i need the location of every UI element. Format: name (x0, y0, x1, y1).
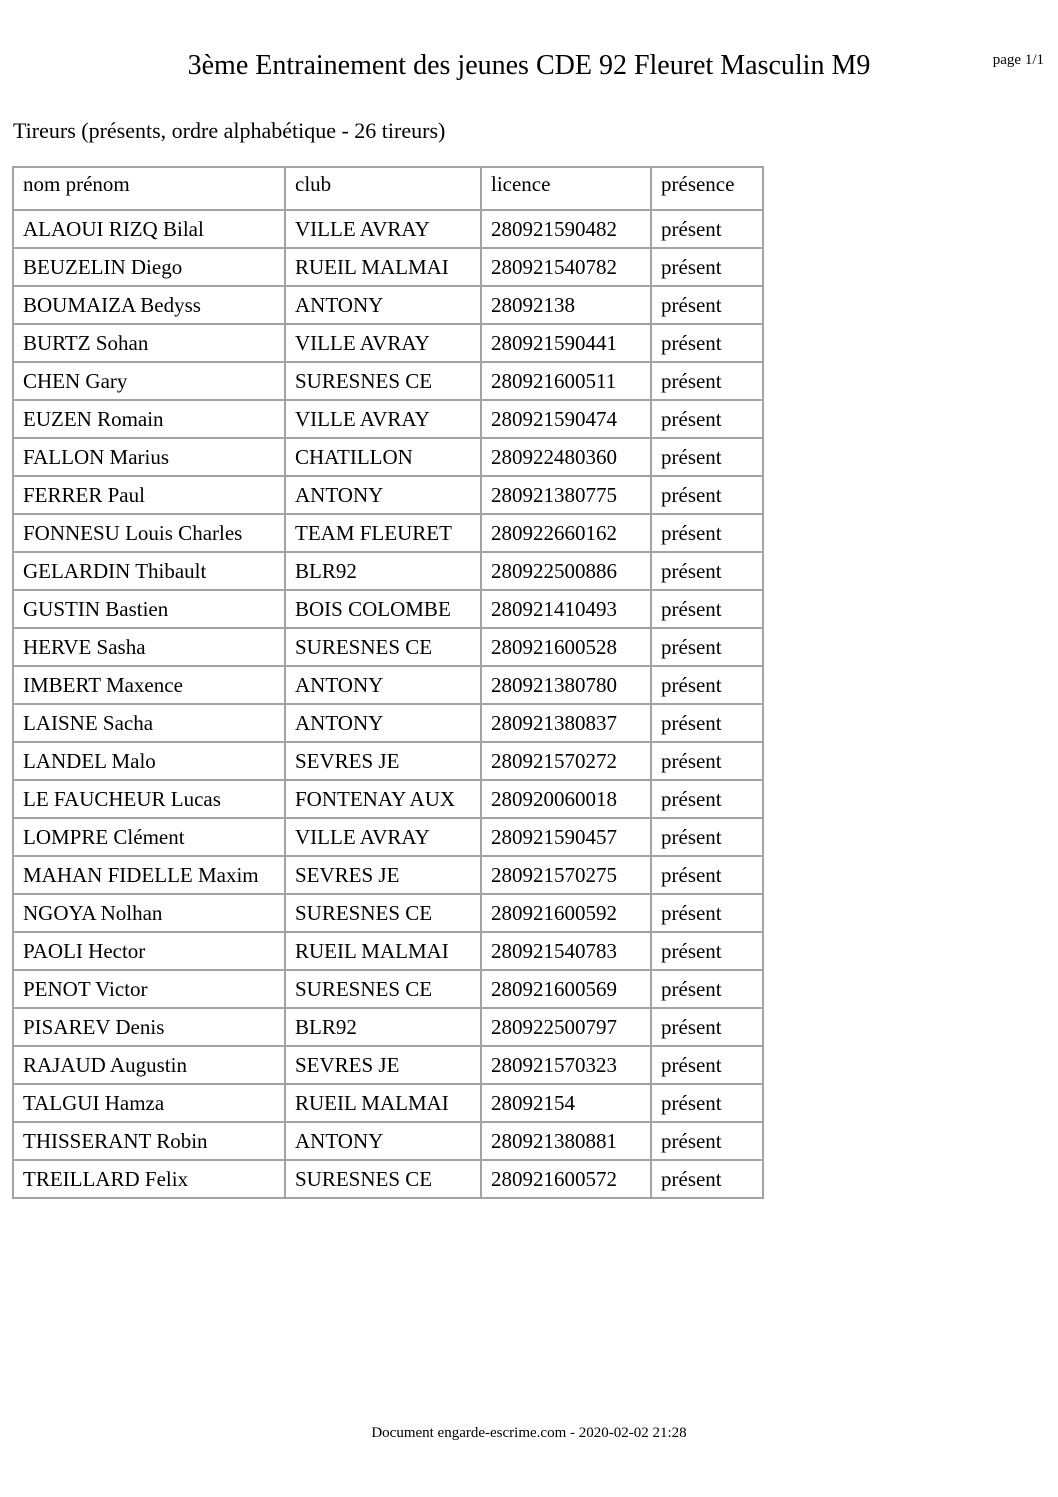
cell-club: CHATILLON (285, 438, 481, 476)
cell-presence: présent (651, 1008, 763, 1046)
fencers-table (12, 166, 764, 1199)
table-row (13, 970, 763, 1008)
table-row (13, 628, 763, 666)
cell-licence: 28092138 (481, 286, 651, 324)
cell-licence: 280921570272 (481, 742, 651, 780)
cell-presence: présent (651, 248, 763, 286)
column-header-presence: présence (651, 167, 763, 210)
cell-licence: 280921600592 (481, 894, 651, 932)
table-row (13, 210, 763, 248)
cell-club: ANTONY (285, 1122, 481, 1160)
table-row (13, 1046, 763, 1084)
cell-name: LOMPRE Clément (13, 818, 285, 856)
table-row (13, 856, 763, 894)
cell-name: MAHAN FIDELLE Maxim (13, 856, 285, 894)
cell-name: BOUMAIZA Bedyss (13, 286, 285, 324)
cell-presence: présent (651, 324, 763, 362)
table-row (13, 476, 763, 514)
cell-name: GUSTIN Bastien (13, 590, 285, 628)
table-row (13, 590, 763, 628)
cell-club: RUEIL MALMAI (285, 1084, 481, 1122)
cell-name: LANDEL Malo (13, 742, 285, 780)
cell-licence: 280921380780 (481, 666, 651, 704)
table-row (13, 1122, 763, 1160)
cell-name: PENOT Victor (13, 970, 285, 1008)
cell-presence: présent (651, 856, 763, 894)
page-number: page 1/1 (992, 52, 1044, 68)
cell-presence: présent (651, 362, 763, 400)
table-row (13, 552, 763, 590)
cell-presence: présent (651, 894, 763, 932)
cell-licence: 280921540782 (481, 248, 651, 286)
column-header-licence: licence (481, 167, 651, 210)
footer-text: Document engarde-escrime.com - 2020-02-02 21:28 (371, 1425, 687, 1441)
cell-name: IMBERT Maxence (13, 666, 285, 704)
table-body (13, 210, 763, 1198)
cell-club: RUEIL MALMAI (285, 248, 481, 286)
table-row (13, 894, 763, 932)
cell-club: ANTONY (285, 704, 481, 742)
cell-name: FONNESU Louis Charles (13, 514, 285, 552)
cell-presence: présent (651, 932, 763, 970)
cell-name: FERRER Paul (13, 476, 285, 514)
cell-club: ANTONY (285, 286, 481, 324)
cell-name: GELARDIN Thibault (13, 552, 285, 590)
cell-club: BOIS COLOMBE (285, 590, 481, 628)
cell-club: FONTENAY AUX (285, 780, 481, 818)
table-row (13, 286, 763, 324)
cell-licence: 280922480360 (481, 438, 651, 476)
cell-presence: présent (651, 552, 763, 590)
cell-club: RUEIL MALMAI (285, 932, 481, 970)
cell-name: ALAOUI RIZQ Bilal (13, 210, 285, 248)
cell-presence: présent (651, 590, 763, 628)
cell-presence: présent (651, 742, 763, 780)
table-row (13, 400, 763, 438)
table-row (13, 362, 763, 400)
cell-licence: 280922500797 (481, 1008, 651, 1046)
cell-club: ANTONY (285, 476, 481, 514)
table-row (13, 1008, 763, 1046)
cell-licence: 280921380775 (481, 476, 651, 514)
cell-name: NGOYA Nolhan (13, 894, 285, 932)
cell-licence: 280921600511 (481, 362, 651, 400)
cell-club: SEVRES JE (285, 856, 481, 894)
cell-licence: 280921410493 (481, 590, 651, 628)
cell-licence: 280921590457 (481, 818, 651, 856)
column-header-name: nom prénom (13, 167, 285, 210)
cell-club: VILLE AVRAY (285, 324, 481, 362)
page-title: 3ème Entrainement des jeunes CDE 92 Fleuret Masculin M9 (187, 50, 871, 81)
cell-licence: 28092154 (481, 1084, 651, 1122)
cell-licence: 280921540783 (481, 932, 651, 970)
cell-name: RAJAUD Augustin (13, 1046, 285, 1084)
cell-club: TEAM FLEURET (285, 514, 481, 552)
cell-licence: 280920060018 (481, 780, 651, 818)
table-row (13, 438, 763, 476)
cell-name: TREILLARD Felix (13, 1160, 285, 1198)
cell-licence: 280921590474 (481, 400, 651, 438)
cell-presence: présent (651, 1046, 763, 1084)
table-header (13, 167, 763, 210)
cell-licence: 280921590482 (481, 210, 651, 248)
cell-presence: présent (651, 476, 763, 514)
cell-presence: présent (651, 780, 763, 818)
cell-name: PISAREV Denis (13, 1008, 285, 1046)
table-row (13, 818, 763, 856)
cell-club: SEVRES JE (285, 1046, 481, 1084)
table-row (13, 704, 763, 742)
cell-club: SURESNES CE (285, 1160, 481, 1198)
table-row (13, 1084, 763, 1122)
cell-licence: 280921590441 (481, 324, 651, 362)
table-row (13, 932, 763, 970)
cell-name: LE FAUCHEUR Lucas (13, 780, 285, 818)
cell-name: HERVE Sasha (13, 628, 285, 666)
section-subtitle: Tireurs (présents, ordre alphabétique - 26 tireurs) (13, 118, 446, 143)
cell-name: PAOLI Hector (13, 932, 285, 970)
cell-presence: présent (651, 438, 763, 476)
cell-licence: 280921600528 (481, 628, 651, 666)
cell-name: BURTZ Sohan (13, 324, 285, 362)
cell-presence: présent (651, 1122, 763, 1160)
cell-licence: 280921600569 (481, 970, 651, 1008)
table-row (13, 780, 763, 818)
cell-licence: 280922500886 (481, 552, 651, 590)
cell-club: VILLE AVRAY (285, 210, 481, 248)
cell-presence: présent (651, 286, 763, 324)
cell-licence: 280921570323 (481, 1046, 651, 1084)
column-header-club: club (285, 167, 481, 210)
cell-presence: présent (651, 666, 763, 704)
cell-licence: 280921600572 (481, 1160, 651, 1198)
cell-club: SURESNES CE (285, 970, 481, 1008)
cell-presence: présent (651, 704, 763, 742)
cell-name: THISSERANT Robin (13, 1122, 285, 1160)
cell-club: VILLE AVRAY (285, 400, 481, 438)
cell-presence: présent (651, 970, 763, 1008)
cell-club: SURESNES CE (285, 628, 481, 666)
cell-club: SEVRES JE (285, 742, 481, 780)
cell-club: VILLE AVRAY (285, 818, 481, 856)
table-row (13, 514, 763, 552)
table-header-row (13, 167, 763, 210)
cell-name: LAISNE Sacha (13, 704, 285, 742)
cell-club: ANTONY (285, 666, 481, 704)
cell-presence: présent (651, 210, 763, 248)
table-row (13, 742, 763, 780)
cell-club: SURESNES CE (285, 362, 481, 400)
table-row (13, 1160, 763, 1198)
table-row (13, 666, 763, 704)
cell-presence: présent (651, 628, 763, 666)
cell-licence: 280922660162 (481, 514, 651, 552)
cell-presence: présent (651, 514, 763, 552)
cell-presence: présent (651, 1160, 763, 1198)
cell-presence: présent (651, 400, 763, 438)
cell-licence: 280921380837 (481, 704, 651, 742)
cell-club: BLR92 (285, 1008, 481, 1046)
table-row (13, 324, 763, 362)
cell-name: CHEN Gary (13, 362, 285, 400)
table-row (13, 248, 763, 286)
cell-name: TALGUI Hamza (13, 1084, 285, 1122)
cell-presence: présent (651, 818, 763, 856)
cell-club: SURESNES CE (285, 894, 481, 932)
cell-presence: présent (651, 1084, 763, 1122)
cell-name: FALLON Marius (13, 438, 285, 476)
cell-licence: 280921380881 (481, 1122, 651, 1160)
cell-club: BLR92 (285, 552, 481, 590)
cell-name: BEUZELIN Diego (13, 248, 285, 286)
cell-name: EUZEN Romain (13, 400, 285, 438)
cell-licence: 280921570275 (481, 856, 651, 894)
